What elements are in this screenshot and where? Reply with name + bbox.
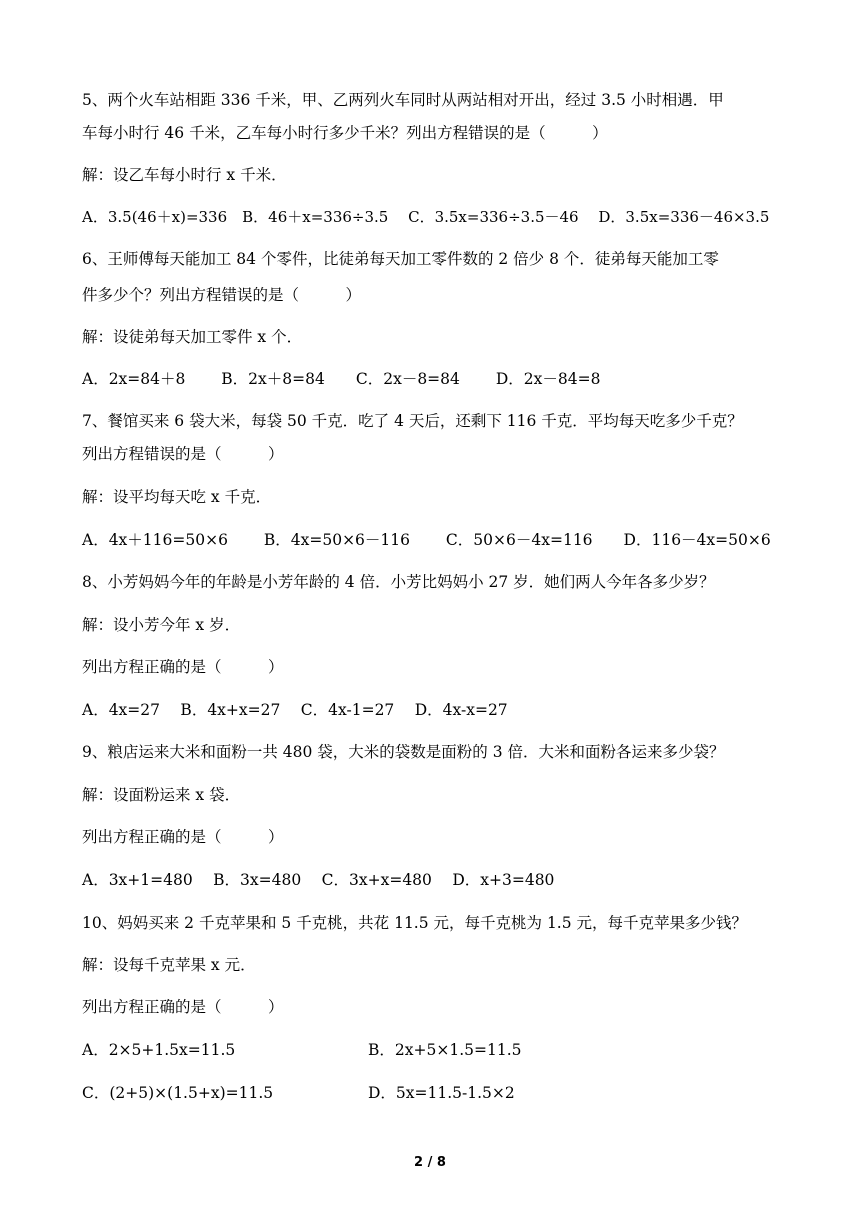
q6-options: A．2x=84＋8 B．2x＋8=84 C．2x－8=84 D．2x－84=8 bbox=[82, 370, 601, 388]
q6-stem-line2: 件多少个？列出方程错误的是（ ） bbox=[82, 286, 362, 304]
q10-option-b: B．2x+5×1.5=11.5 bbox=[368, 1041, 522, 1059]
q10-solution: 解：设每千克苹果 x 元． bbox=[82, 956, 256, 974]
q8-prompt: 列出方程正确的是（ ） bbox=[82, 658, 284, 676]
q10-option-d: D．5x=11.5-1.5×2 bbox=[368, 1084, 515, 1102]
q5-stem-line1: 5、两个火车站相距 336 千米，甲、乙两列火车同时从两站相对开出，经过 3.5 小时相遇．甲 bbox=[82, 91, 724, 109]
q9-solution: 解：设面粉运来 x 袋． bbox=[82, 786, 241, 804]
q10-stem-line1: 10、妈妈买来 2 千克苹果和 5 千克桃，共花 11.5 元，每千克桃为 1.5 元，每千克苹果多少钱？ bbox=[82, 914, 748, 932]
q9-stem-line1: 9、粮店运来大米和面粉一共 480 袋，大米的袋数是面粉的 3 倍．大米和面粉各运来多少袋？ bbox=[82, 743, 725, 761]
q8-options: A．4x=27 B．4x+x=27 C．4x-1=27 D．4x-x=27 bbox=[82, 701, 508, 719]
q7-solution: 解：设平均每天吃 x 千克． bbox=[82, 488, 272, 506]
q9-options: A．3x+1=480 B．3x=480 C．3x+x=480 D．x+3=480 bbox=[82, 871, 555, 889]
q10-prompt: 列出方程正确的是（ ） bbox=[82, 998, 284, 1016]
q6-solution: 解：设徒弟每天加工零件 x 个． bbox=[82, 328, 303, 346]
q5-options: A．3.5(46＋x)=336 B．46＋x=336÷3.5 C．3.5x=336÷3.5－46 D．3.5x=336－46×3.5 bbox=[82, 208, 770, 226]
q7-stem-line2: 列出方程错误的是（ ） bbox=[82, 445, 284, 463]
q7-stem-line1: 7、餐馆买来 6 袋大米，每袋 50 千克．吃了 4 天后，还剩下 116 千克．平均每天吃多少千克？ bbox=[82, 412, 743, 430]
q8-stem-line1: 8、小芳妈妈今年的年龄是小芳年龄的 4 倍．小芳比妈妈小 27 岁．她们两人今年各多少岁？ bbox=[82, 573, 715, 591]
q5-stem-line2: 车每小时行 46 千米，乙车每小时行多少千米？列出方程错误的是（ ） bbox=[82, 124, 608, 142]
q8-solution: 解：设小芳今年 x 岁． bbox=[82, 616, 241, 634]
page-number: 2 / 8 bbox=[414, 1155, 446, 1170]
q6-stem-line1: 6、王师傅每天能加工 84 个零件，比徒弟每天加工零件数的 2 倍少 8 个．徒弟每天能加工零 bbox=[82, 250, 719, 268]
q7-options: A．4x＋116=50×6 B．4x=50×6－116 C．50×6－4x=116 D．116－4x=50×6 bbox=[82, 531, 771, 549]
q9-prompt: 列出方程正确的是（ ） bbox=[82, 828, 284, 846]
q5-solution: 解：设乙车每小时行 x 千米． bbox=[82, 166, 287, 184]
q10-option-c: C．(2+5)×(1.5+x)=11.5 bbox=[82, 1084, 274, 1102]
q10-option-a: A．2×5+1.5x=11.5 bbox=[82, 1041, 236, 1059]
